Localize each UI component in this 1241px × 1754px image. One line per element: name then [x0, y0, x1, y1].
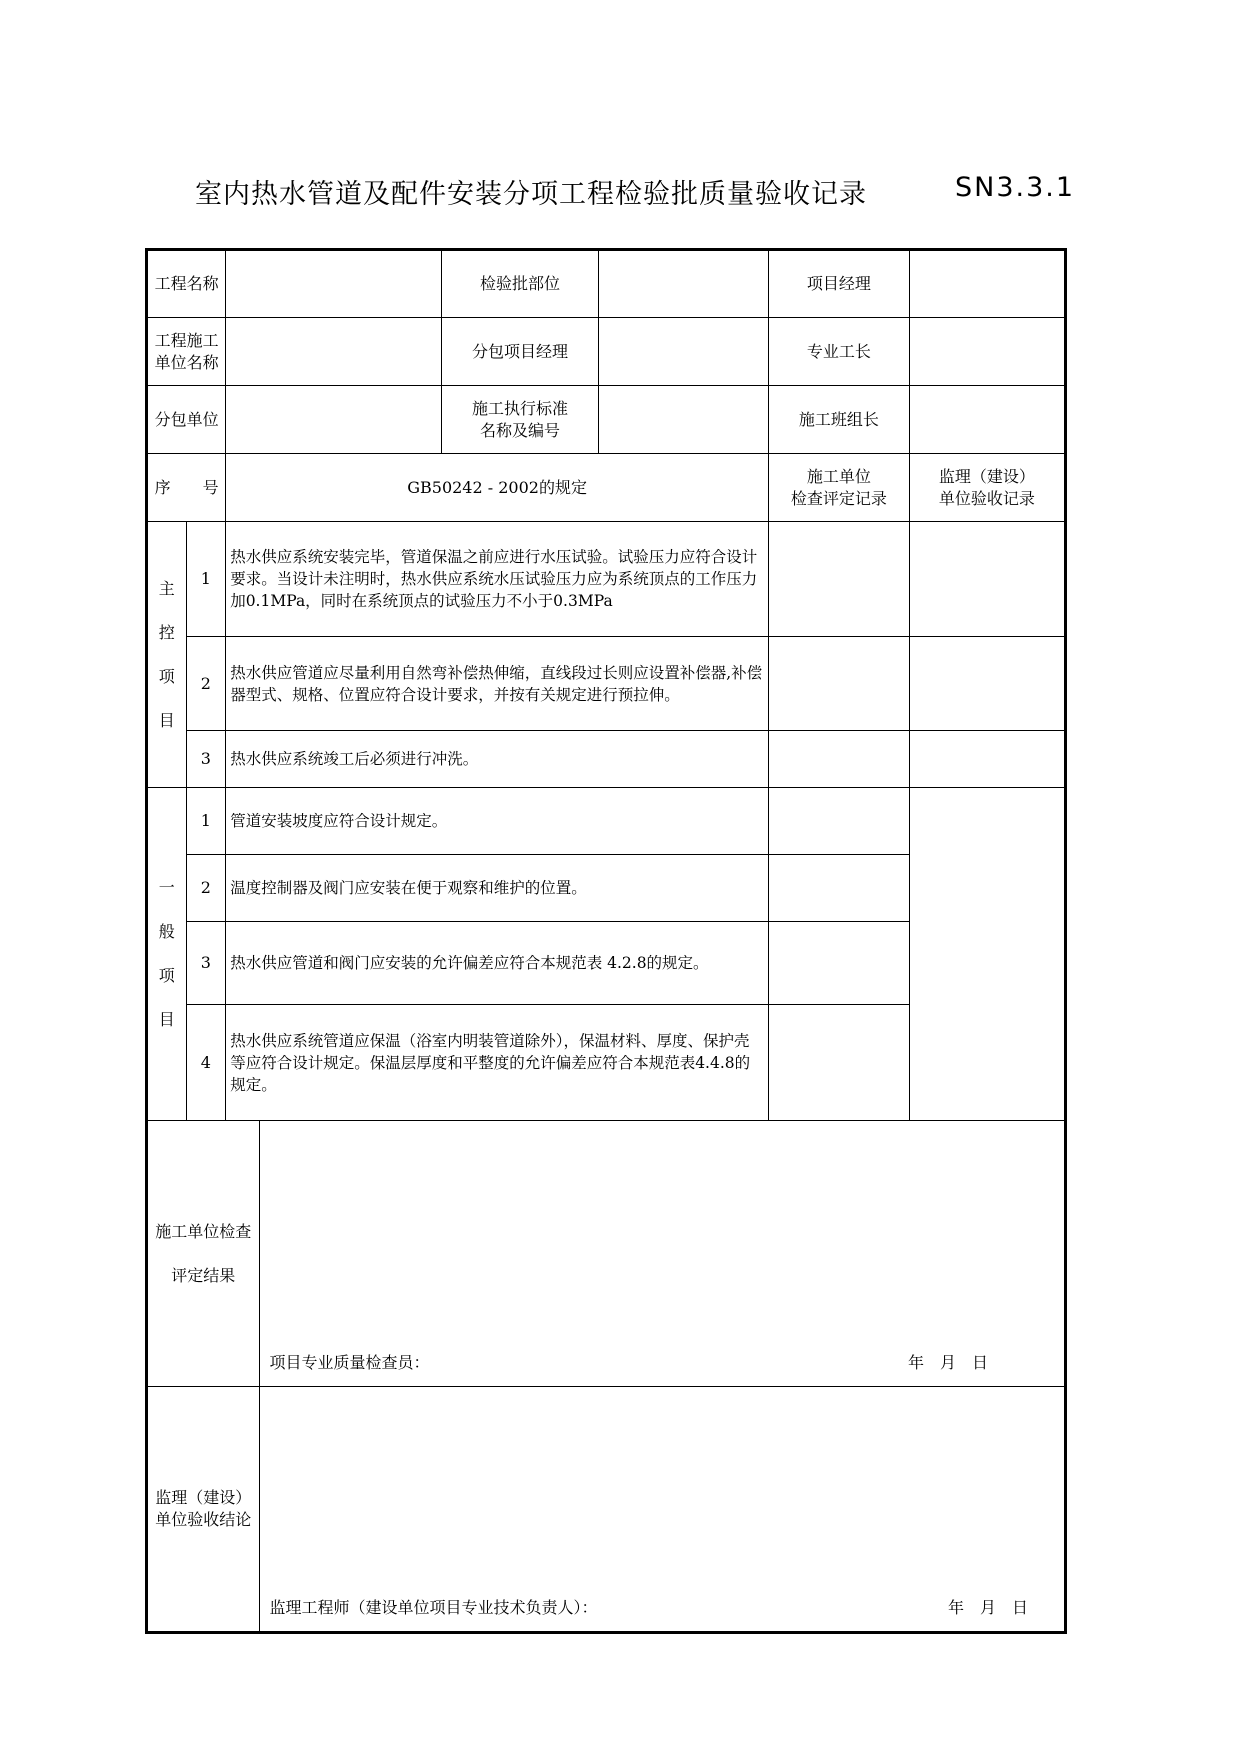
- main-item-no: 1: [186, 522, 226, 637]
- quality-inspector-label: 项目专业质量检查员：: [269, 1353, 430, 1372]
- supervisor-engineer-label: 监理工程师（建设单位项目专业技术负责人）：: [269, 1598, 598, 1617]
- form-title: 室内热水管道及配件安装分项工程检验批质量验收记录: [195, 179, 867, 210]
- team-leader-label: 施工班组长: [769, 386, 910, 454]
- acceptance-cell[interactable]: [909, 731, 1065, 788]
- check-record-cell[interactable]: [769, 855, 910, 922]
- acceptance-label: 监理（建设） 单位验收记录: [909, 454, 1065, 522]
- supervision-conclusion-date: 年 月 日: [947, 1598, 1028, 1617]
- standard-field[interactable]: [599, 386, 769, 454]
- project-name-field[interactable]: [226, 250, 442, 318]
- inspection-part-label: 检验批部位: [441, 250, 598, 318]
- spec-label: GB50242 - 2002的规定: [226, 454, 769, 522]
- supervision-conclusion-field[interactable]: [259, 1387, 1065, 1633]
- construction-result-label: 施工单位检查 评定结果: [147, 1121, 260, 1387]
- project-manager-label: 项目经理: [769, 250, 910, 318]
- main-item-text: 热水供应管道应尽量利用自然弯补偿热伸缩，直线段过长则应设置补偿器,补偿器型式、规格、位置应符合设计要求，并按有关规定进行预拉伸。: [226, 637, 769, 731]
- general-item-text: 热水供应管道和阀门应安装的允许偏差应符合本规范表 4.2.8的规定。: [226, 922, 769, 1005]
- check-record-cell[interactable]: [769, 522, 910, 637]
- inspection-form-table: [145, 248, 1067, 1634]
- main-items-group-label: 主 控 项 目: [147, 522, 187, 788]
- construction-unit-field[interactable]: [226, 318, 442, 386]
- construction-result-date: 年 月 日: [907, 1353, 988, 1372]
- construction-unit-label: 工程施工 单位名称: [147, 318, 226, 386]
- check-record-cell[interactable]: [769, 788, 910, 855]
- foreman-label: 专业工长: [769, 318, 910, 386]
- foreman-field[interactable]: [909, 318, 1065, 386]
- supervision-conclusion-label: 监理（建设） 单位验收结论: [147, 1387, 260, 1633]
- team-leader-field[interactable]: [909, 386, 1065, 454]
- general-item-no: 3: [186, 922, 226, 1005]
- main-item-text: 热水供应系统竣工后必须进行冲洗。: [226, 731, 769, 788]
- general-item-no: 2: [186, 855, 226, 922]
- construction-result-field[interactable]: [259, 1121, 1065, 1387]
- main-item-no: 3: [186, 731, 226, 788]
- project-name-label: 工程名称: [147, 250, 226, 318]
- general-acceptance-cell[interactable]: [909, 788, 1065, 1121]
- check-record-cell[interactable]: [769, 1005, 910, 1121]
- general-item-text: 温度控制器及阀门应安装在便于观察和维护的位置。: [226, 855, 769, 922]
- sub-pm-label: 分包项目经理: [441, 318, 598, 386]
- seq-label: 序 号: [147, 454, 226, 522]
- standard-label: 施工执行标准 名称及编号: [441, 386, 598, 454]
- check-record-cell[interactable]: [769, 731, 910, 788]
- check-record-cell[interactable]: [769, 922, 910, 1005]
- check-record-cell[interactable]: [769, 637, 910, 731]
- acceptance-cell[interactable]: [909, 637, 1065, 731]
- form-code: SN3.3.1: [955, 172, 1076, 203]
- general-items-group-label: 一 般 项 目: [147, 788, 187, 1121]
- sub-unit-field[interactable]: [226, 386, 442, 454]
- general-item-text: 热水供应系统管道应保温（浴室内明装管道除外），保温材料、厚度、保护壳等应符合设计规定。保温层厚度和平整度的允许偏差应符合本规范表4.4.8的规定。: [226, 1005, 769, 1121]
- check-record-label: 施工单位 检查评定记录: [769, 454, 910, 522]
- sub-unit-label: 分包单位: [147, 386, 226, 454]
- inspection-part-field[interactable]: [599, 250, 769, 318]
- general-item-no: 1: [186, 788, 226, 855]
- general-item-no: 4: [186, 1005, 226, 1121]
- sub-pm-field[interactable]: [599, 318, 769, 386]
- main-item-text: 热水供应系统安装完毕，管道保温之前应进行水压试验。试验压力应符合设计要求。当设计未注明时，热水供应系统水压试验压力应为系统顶点的工作压力加0.1MPa，同时在系统顶点的试验压力不小于0.3MPa: [226, 522, 769, 637]
- main-item-no: 2: [186, 637, 226, 731]
- general-item-text: 管道安装坡度应符合设计规定。: [226, 788, 769, 855]
- project-manager-field[interactable]: [909, 250, 1065, 318]
- acceptance-cell[interactable]: [909, 522, 1065, 637]
